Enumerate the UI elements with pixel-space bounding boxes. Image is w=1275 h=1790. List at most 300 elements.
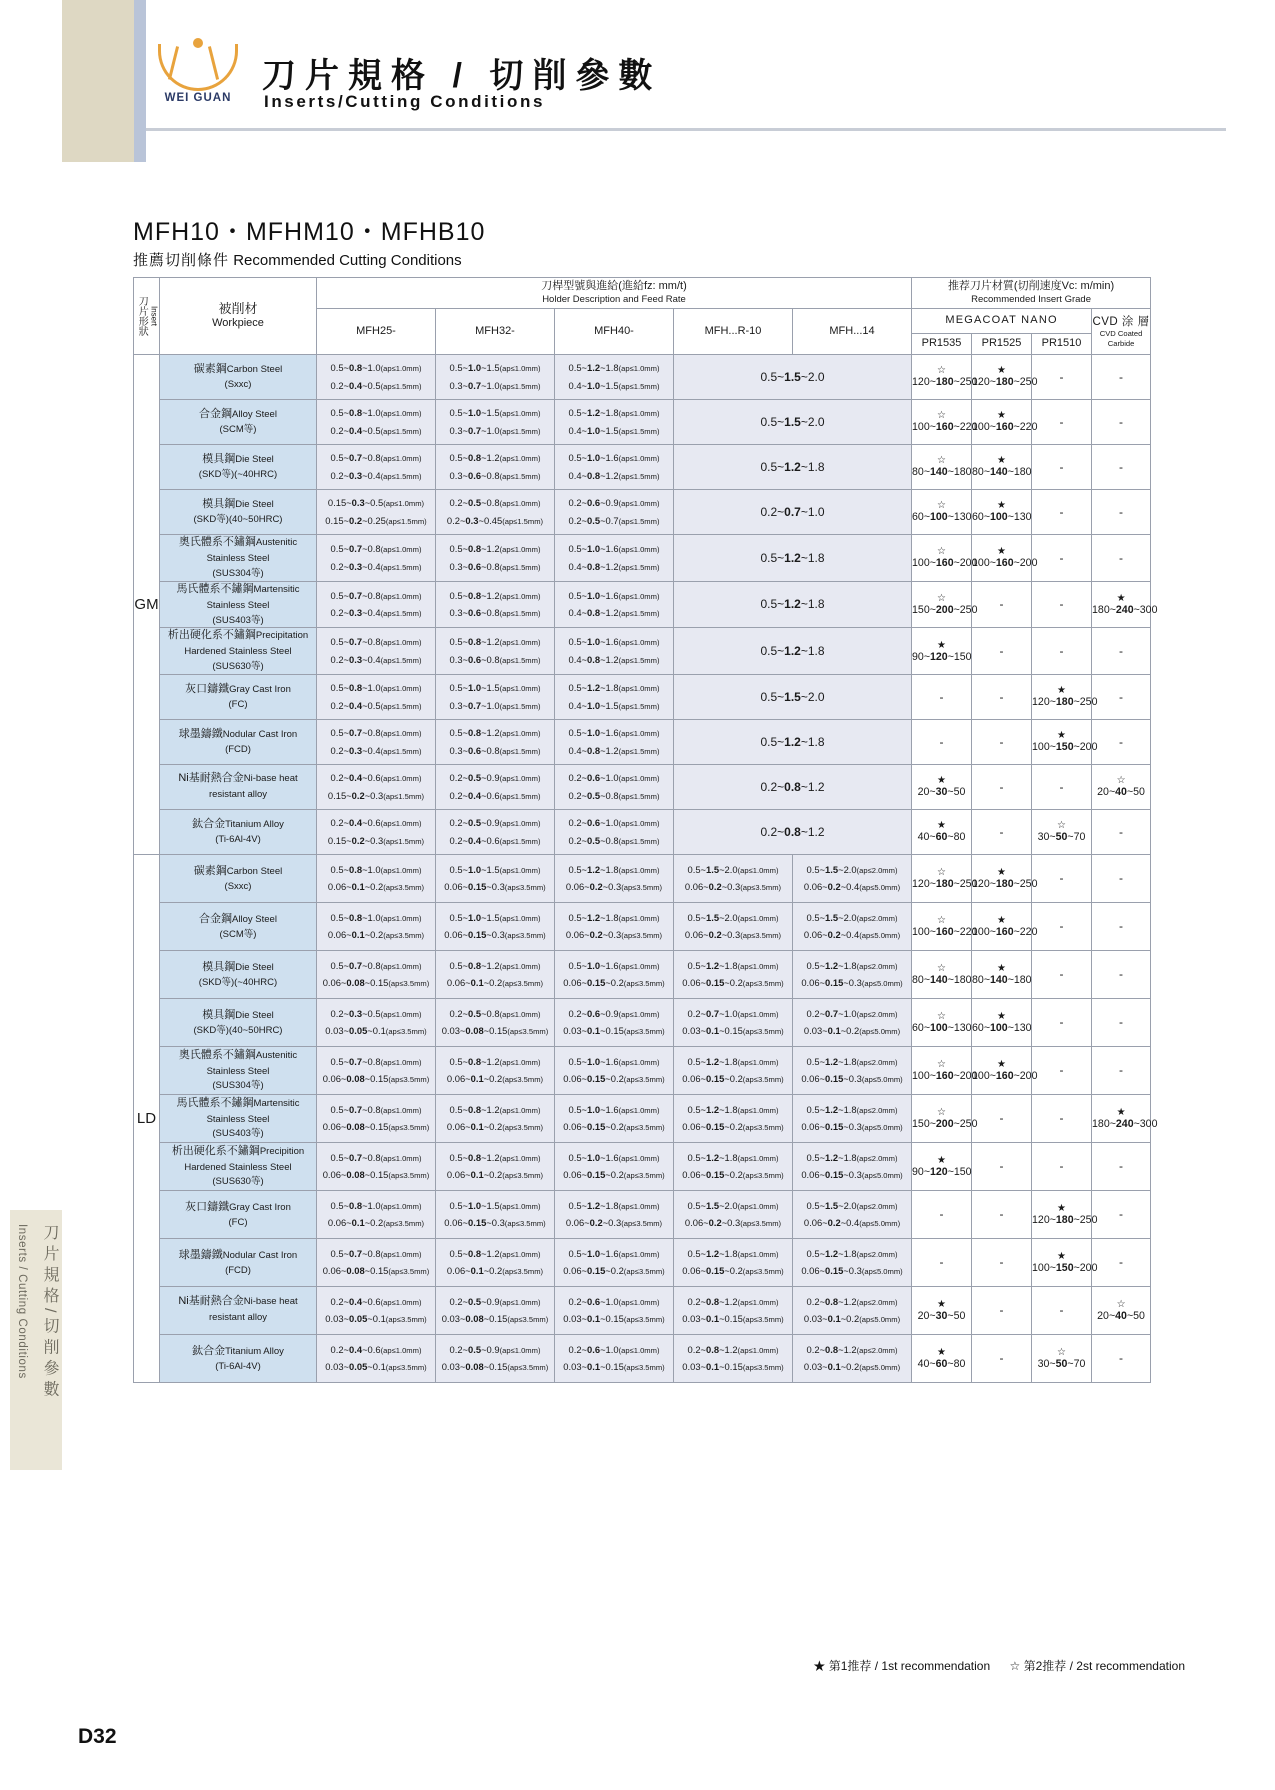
feed-mfh-r10 bbox=[674, 950, 793, 998]
feed-line-2: 0.06~0.1~0.2(ap≤3.5mm) bbox=[327, 1217, 425, 1229]
feed-line-2: 0.03~0.1~0.15(ap≤3.5mm) bbox=[563, 1025, 665, 1037]
grade-cell-PR1510: - bbox=[1032, 490, 1092, 535]
grade-cell-PR1535: - bbox=[912, 719, 972, 764]
workpiece-en: Titanium Alloy bbox=[225, 1345, 284, 1357]
feed-line-1: 0.5~1.0~1.5(ap≤1.0mm) bbox=[449, 407, 541, 419]
feed-line-2: 0.06~0.2~0.3(ap≤3.5mm) bbox=[684, 881, 782, 893]
recommendation-mark: ☆ bbox=[937, 1010, 947, 1022]
feed-mfh25 bbox=[317, 674, 436, 719]
table-row bbox=[134, 400, 1151, 445]
recommendation-mark: ★ bbox=[1116, 1106, 1126, 1118]
table-row bbox=[134, 1286, 1151, 1334]
feed-line-1: 0.2~0.5~0.9(ap≤1.0mm) bbox=[449, 817, 541, 829]
feed-mfh-r10 bbox=[674, 854, 793, 902]
speed-range: 20~40~50 bbox=[1097, 1309, 1145, 1322]
feed-line-2: 0.06~0.1~0.2(ap≤3.5mm) bbox=[446, 977, 544, 989]
speed-range: 180~240~300 bbox=[1092, 1117, 1158, 1130]
feed-mfh25 bbox=[317, 998, 436, 1046]
grade-cell-PR1510: - bbox=[1032, 628, 1092, 675]
feed-line-1: 0.5~0.7~0.8(ap≤1.0mm) bbox=[330, 636, 422, 648]
grade-cell-CA6535: - bbox=[1092, 355, 1151, 400]
feed-mfh-14 bbox=[793, 950, 912, 998]
page-title: MFH10・MFHM10・MFHB10 bbox=[133, 218, 486, 246]
speed-range: 180~240~300 bbox=[1092, 603, 1158, 616]
grade-cell-PR1510: - bbox=[1032, 1142, 1092, 1190]
feed-line-1: 0.5~1.5~2.0(ap≤1.0mm) bbox=[687, 1199, 779, 1211]
grade-cell-CA6535: - bbox=[1092, 854, 1151, 902]
header-rule bbox=[146, 128, 1226, 131]
feed-line-2: 0.03~0.05~0.1(ap≤3.5mm) bbox=[325, 1361, 427, 1373]
feed-line-1: 0.5~1.2~1.8(ap≤1.0mm) bbox=[687, 1055, 779, 1067]
table-row bbox=[134, 1238, 1151, 1286]
feed-line-1: 0.5~0.8~1.2(ap≤1.0mm) bbox=[449, 452, 541, 464]
feed-mfh40 bbox=[555, 400, 674, 445]
feed-line-1: 0.5~1.0~1.6(ap≤1.0mm) bbox=[568, 1103, 660, 1115]
workpiece-cn: 析出硬化系不鏽鋼 bbox=[171, 1144, 260, 1157]
recommendation-mark: ☆ bbox=[937, 866, 947, 878]
header-holder-2: MFH32- bbox=[436, 309, 555, 355]
feed-mfh-14 bbox=[793, 1142, 912, 1190]
workpiece-sub: (Ti-6Al-4V) bbox=[215, 834, 261, 845]
feed-line-1: 0.5~1.2~1.8(ap≤2.0mm) bbox=[806, 1247, 898, 1259]
feed-mfh25 bbox=[317, 1334, 436, 1382]
grade-cell-PR1535 bbox=[912, 355, 978, 400]
feed-mfh32 bbox=[436, 628, 555, 675]
grade-cell-CA6535: - bbox=[1092, 490, 1151, 535]
feed-line-2: 0.03~0.1~0.15(ap≤3.5mm) bbox=[682, 1025, 784, 1037]
feed-line-2: 0.4~0.8~1.2(ap≤1.5mm) bbox=[568, 470, 660, 481]
feed-line-1: 0.5~0.8~1.0(ap≤1.0mm) bbox=[330, 863, 422, 875]
feed-line-2: 0.03~0.05~0.1(ap≤3.5mm) bbox=[325, 1025, 427, 1037]
feed-line-2: 0.06~0.15~0.3(ap≤5.0mm) bbox=[801, 1121, 903, 1133]
feed-line-2: 0.06~0.2~0.3(ap≤3.5mm) bbox=[684, 1217, 782, 1229]
speed-range: 100~150~200 bbox=[1032, 741, 1098, 754]
speed-range: 100~160~220 bbox=[912, 421, 978, 434]
feed-line-2: 0.06~0.15~0.2(ap≤3.5mm) bbox=[682, 977, 784, 989]
grade-cell-CA6535: - bbox=[1092, 998, 1151, 1046]
feed-line-1: 0.5~1.0~1.6(ap≤1.0mm) bbox=[568, 1055, 660, 1067]
workpiece-cn: 碳素鋼 bbox=[193, 864, 227, 877]
header-holder-5: MFH...14 bbox=[793, 309, 912, 355]
grade-cell-PR1525: - bbox=[972, 1094, 1032, 1142]
speed-range: 90~120~150 bbox=[912, 1165, 972, 1178]
feed-line-1: 0.2~0.5~0.8(ap≤1.0mm) bbox=[449, 1007, 541, 1019]
header-grade-cn: 推荐刀片材質(切削速度Vc: m/min) bbox=[947, 280, 1115, 293]
feed-line-1: 0.5~0.7~0.8(ap≤1.0mm) bbox=[330, 959, 422, 971]
feed-line-1: 0.5~0.8~1.0(ap≤1.0mm) bbox=[330, 362, 422, 374]
feed-merged: 0.5~1.2~1.8 bbox=[674, 535, 912, 582]
grade-cell-CA6535: - bbox=[1092, 1142, 1151, 1190]
feed-line-1: 0.5~1.0~1.5(ap≤1.0mm) bbox=[449, 362, 541, 374]
grade-cell-CA6535 bbox=[1092, 1094, 1158, 1142]
side-tab bbox=[10, 1210, 62, 1470]
recommendation-mark: ☆ bbox=[937, 1106, 947, 1118]
header-holder-3: MFH40- bbox=[555, 309, 674, 355]
feed-line-1: 0.2~0.4~0.6(ap≤1.0mm) bbox=[330, 1343, 422, 1355]
feed-mfh25 bbox=[317, 628, 436, 675]
feed-mfh32 bbox=[436, 998, 555, 1046]
feed-mfh25 bbox=[317, 1142, 436, 1190]
feed-line-1: 0.15~0.3~0.5(ap≤1.0mm) bbox=[327, 497, 425, 509]
feed-mfh32 bbox=[436, 674, 555, 719]
feed-line-2: 0.4~1.0~1.5(ap≤1.5mm) bbox=[568, 425, 660, 436]
feed-line-1: 0.5~1.2~1.8(ap≤1.0mm) bbox=[568, 863, 660, 875]
page-subtitle-en: Recommended Cutting Conditions bbox=[233, 252, 462, 269]
feed-merged: 0.2~0.7~1.0 bbox=[674, 490, 912, 535]
workpiece-en: Gray Cast Iron bbox=[229, 1201, 291, 1213]
feed-merged: 0.2~0.8~1.2 bbox=[674, 764, 912, 809]
feed-mfh40 bbox=[555, 1190, 674, 1238]
grade-cell-PR1510: - bbox=[1032, 764, 1092, 809]
feed-merged: 0.5~1.5~2.0 bbox=[674, 400, 912, 445]
feed-mfh40 bbox=[555, 1286, 674, 1334]
header-holder-group bbox=[317, 278, 912, 309]
feed-line-2: 0.2~0.3~0.4(ap≤1.5mm) bbox=[330, 470, 422, 481]
workpiece-cn: 模具鋼 bbox=[202, 960, 236, 973]
feed-line-1: 0.2~0.5~0.9(ap≤1.0mm) bbox=[449, 772, 541, 784]
feed-line-1: 0.5~1.0~1.6(ap≤1.0mm) bbox=[568, 959, 660, 971]
feed-line-1: 0.5~1.0~1.6(ap≤1.0mm) bbox=[568, 452, 660, 464]
grade-cell-PR1525: - bbox=[972, 628, 1032, 675]
grade-cell-PR1525 bbox=[972, 355, 1038, 400]
header-grade-PR1535: PR1535 bbox=[912, 334, 972, 355]
grade-cell-PR1535 bbox=[912, 854, 978, 902]
workpiece-en: Precipitation Hardened Stainless Steel bbox=[184, 630, 309, 658]
feed-line-1: 0.5~0.7~0.8(ap≤1.0mm) bbox=[330, 589, 422, 601]
grade-cell-PR1525: - bbox=[972, 764, 1032, 809]
feed-line-1: 0.5~1.5~2.0(ap≤2.0mm) bbox=[806, 1199, 898, 1211]
workpiece-en: Die Steel bbox=[235, 454, 274, 466]
grade-cell-PR1510 bbox=[1032, 1334, 1092, 1382]
grade-cell-PR1510 bbox=[1032, 809, 1092, 854]
feed-mfh40 bbox=[555, 764, 674, 809]
feed-line-2: 0.06~0.08~0.15(ap≤3.5mm) bbox=[322, 1265, 430, 1277]
workpiece-cn: 灰口鑄鐵 bbox=[185, 683, 230, 696]
workpiece-sub: (SCM等) bbox=[219, 928, 257, 940]
grade-cell-CA6535: - bbox=[1092, 1238, 1151, 1286]
feed-line-2: 0.03~0.08~0.15(ap≤3.5mm) bbox=[441, 1025, 549, 1037]
grade-cell-CA6535: - bbox=[1092, 400, 1151, 445]
grade-cell-PR1525: - bbox=[972, 1238, 1032, 1286]
workpiece-cell bbox=[160, 719, 317, 764]
grade-cell-CA6535: - bbox=[1092, 902, 1151, 950]
workpiece-sub: (FC) bbox=[228, 1216, 248, 1228]
feed-line-1: 0.2~0.6~0.9(ap≤1.0mm) bbox=[568, 1007, 660, 1019]
grade-cell-PR1535 bbox=[912, 809, 972, 854]
table-row bbox=[134, 950, 1151, 998]
page-subtitle-cn: 推薦切削條件 bbox=[133, 252, 230, 269]
feed-mfh25 bbox=[317, 1046, 436, 1094]
feed-line-2: 0.3~0.6~0.8(ap≤1.5mm) bbox=[449, 560, 541, 572]
feed-line-1: 0.5~0.8~1.2(ap≤1.0mm) bbox=[449, 1151, 541, 1163]
table-row bbox=[134, 1142, 1151, 1190]
speed-range: 90~120~150 bbox=[912, 650, 972, 663]
grade-cell-PR1525 bbox=[972, 535, 1038, 582]
workpiece-cn: 模具鋼 bbox=[202, 453, 236, 466]
feed-line-2: 0.06~0.1~0.2(ap≤3.5mm) bbox=[446, 1265, 544, 1277]
feed-mfh-14 bbox=[793, 1334, 912, 1382]
recommendation-mark: ★ bbox=[997, 455, 1007, 467]
workpiece-cn: 馬氏體系不鏽鋼 bbox=[176, 1096, 254, 1109]
header-workpiece-en: Workpiece bbox=[212, 317, 264, 330]
workpiece-cell bbox=[160, 764, 317, 809]
feed-line-2: 0.2~0.3~0.4(ap≤1.5mm) bbox=[330, 560, 422, 572]
header-title-cn: 刀片規格 / 切削參數 bbox=[262, 57, 662, 95]
feed-line-1: 0.5~0.7~0.8(ap≤1.0mm) bbox=[330, 1151, 422, 1163]
feed-line-2: 0.3~0.7~1.0(ap≤1.5mm) bbox=[449, 380, 541, 391]
feed-line-2: 0.4~0.8~1.2(ap≤1.5mm) bbox=[568, 607, 660, 619]
grade-cell-CA6535 bbox=[1092, 581, 1158, 628]
feed-line-1: 0.5~0.7~0.8(ap≤1.0mm) bbox=[330, 542, 422, 554]
grade-cell-PR1535 bbox=[912, 581, 978, 628]
header-holder-1: MFH25- bbox=[317, 309, 436, 355]
grade-cell-PR1510: - bbox=[1032, 854, 1092, 902]
grade-cell-PR1525: - bbox=[972, 581, 1032, 628]
grade-cell-PR1535 bbox=[912, 1094, 978, 1142]
feed-line-2: 0.15~0.2~0.3(ap≤1.5mm) bbox=[327, 789, 425, 801]
feed-mfh32 bbox=[436, 1142, 555, 1190]
workpiece-cell bbox=[160, 1286, 317, 1334]
feed-line-1: 0.2~0.6~1.0(ap≤1.0mm) bbox=[568, 1343, 660, 1355]
grade-cell-CA6535 bbox=[1092, 1286, 1151, 1334]
grade-cell-PR1510: - bbox=[1032, 581, 1092, 628]
feed-line-1: 0.5~1.5~2.0(ap≤1.0mm) bbox=[687, 863, 779, 875]
feed-line-1: 0.2~0.4~0.6(ap≤1.0mm) bbox=[330, 817, 422, 829]
feed-line-1: 0.5~1.0~1.5(ap≤1.0mm) bbox=[449, 911, 541, 923]
workpiece-cell bbox=[160, 1094, 317, 1142]
feed-mfh-r10 bbox=[674, 1190, 793, 1238]
feed-line-1: 0.5~1.2~1.8(ap≤1.0mm) bbox=[568, 407, 660, 419]
feed-mfh-14 bbox=[793, 1286, 912, 1334]
workpiece-sub: (SUS403等) bbox=[212, 1128, 264, 1140]
feed-mfh40 bbox=[555, 809, 674, 854]
feed-merged: 0.5~1.2~1.8 bbox=[674, 445, 912, 490]
grade-cell-PR1535: - bbox=[912, 674, 972, 719]
feed-mfh25 bbox=[317, 355, 436, 400]
workpiece-cn: 鈦合金 bbox=[192, 818, 226, 831]
table-row bbox=[134, 628, 1151, 675]
recommendation-mark: ★ bbox=[1057, 1202, 1067, 1214]
header-holder-en: Holder Description and Feed Rate bbox=[542, 293, 686, 305]
feed-mfh32 bbox=[436, 1094, 555, 1142]
grade-cell-CA6535: - bbox=[1092, 809, 1151, 854]
recommendation-mark: ★ bbox=[997, 1058, 1007, 1070]
feed-line-2: 0.2~0.3~0.45(ap≤1.5mm) bbox=[446, 515, 544, 526]
grade-cell-PR1525 bbox=[972, 950, 1032, 998]
feed-line-1: 0.2~0.4~0.6(ap≤1.0mm) bbox=[330, 772, 422, 784]
workpiece-en: Die Steel bbox=[235, 1009, 274, 1021]
header-insert-shape-cn: 刀片形狀 bbox=[136, 296, 148, 336]
grade-cell-PR1535 bbox=[912, 1142, 972, 1190]
feed-line-1: 0.5~1.0~1.6(ap≤1.0mm) bbox=[568, 589, 660, 601]
feed-mfh25 bbox=[317, 445, 436, 490]
feed-line-2: 0.03~0.05~0.1(ap≤3.5mm) bbox=[325, 1313, 427, 1325]
feed-line-1: 0.5~1.0~1.5(ap≤1.0mm) bbox=[449, 1199, 541, 1211]
header-cvd bbox=[1092, 309, 1151, 355]
workpiece-cn: 模具鋼 bbox=[202, 498, 236, 511]
grade-cell-PR1525 bbox=[972, 490, 1032, 535]
table-row bbox=[134, 854, 1151, 902]
feed-line-1: 0.5~1.0~1.6(ap≤1.0mm) bbox=[568, 542, 660, 554]
feed-line-2: 0.4~0.8~1.2(ap≤1.5mm) bbox=[568, 560, 660, 572]
grade-cell-CA6535: - bbox=[1092, 1046, 1151, 1094]
feed-line-2: 0.06~0.1~0.2(ap≤3.5mm) bbox=[327, 929, 425, 941]
table-row bbox=[134, 490, 1151, 535]
group-label-gm: GM bbox=[134, 355, 160, 855]
feed-line-2: 0.15~0.2~0.25(ap≤1.5mm) bbox=[325, 515, 427, 526]
feed-line-1: 0.5~0.8~1.2(ap≤1.0mm) bbox=[449, 636, 541, 648]
speed-range: 80~140~180 bbox=[912, 466, 972, 479]
grade-cell-PR1535 bbox=[912, 535, 978, 582]
feed-line-2: 0.06~0.08~0.15(ap≤3.5mm) bbox=[322, 1121, 430, 1133]
workpiece-en: Alloy Steel bbox=[232, 913, 277, 925]
speed-range: 120~180~250 bbox=[1032, 1213, 1098, 1226]
feed-line-1: 0.5~0.8~1.2(ap≤1.0mm) bbox=[449, 542, 541, 554]
feed-line-1: 0.5~1.2~1.8(ap≤1.0mm) bbox=[687, 1247, 779, 1259]
feed-line-1: 0.2~0.8~1.2(ap≤1.0mm) bbox=[687, 1343, 779, 1355]
feed-line-1: 0.5~0.8~1.2(ap≤1.0mm) bbox=[449, 1055, 541, 1067]
feed-mfh32 bbox=[436, 400, 555, 445]
recommendation-mark: ★ bbox=[1116, 592, 1126, 604]
workpiece-sub: (Sxxc) bbox=[224, 379, 252, 391]
feed-mfh40 bbox=[555, 355, 674, 400]
workpiece-cn: 馬氏體系不鏽鋼 bbox=[176, 582, 254, 595]
grade-cell-PR1525: - bbox=[972, 1334, 1032, 1382]
workpiece-en: Die Steel bbox=[235, 499, 274, 511]
speed-range: 120~180~250 bbox=[972, 376, 1038, 389]
feed-line-1: 0.5~1.0~1.6(ap≤1.0mm) bbox=[568, 1247, 660, 1259]
feed-line-2: 0.06~0.2~0.4(ap≤5.0mm) bbox=[803, 929, 901, 941]
speed-range: 60~100~130 bbox=[972, 1021, 1032, 1034]
table-row bbox=[134, 1334, 1151, 1382]
recommendation-mark: ★ bbox=[1057, 1250, 1067, 1262]
workpiece-cn: 析出硬化系不鏽鋼 bbox=[167, 629, 256, 642]
feed-line-2: 0.03~0.1~0.15(ap≤3.5mm) bbox=[682, 1313, 784, 1325]
workpiece-cn: 奧氏體系不鏽鋼 bbox=[178, 536, 256, 548]
feed-mfh25 bbox=[317, 902, 436, 950]
feed-mfh40 bbox=[555, 1094, 674, 1142]
recommendation-mark: ☆ bbox=[937, 500, 947, 512]
feed-line-1: 0.2~0.6~1.0(ap≤1.0mm) bbox=[568, 772, 660, 784]
grade-cell-PR1510 bbox=[1032, 1238, 1098, 1286]
grade-cell-PR1510: - bbox=[1032, 902, 1092, 950]
feed-line-2: 0.2~0.5~0.7(ap≤1.5mm) bbox=[568, 515, 660, 526]
workpiece-cn: Ni基耐熱合金 bbox=[178, 771, 244, 784]
speed-range: 80~140~180 bbox=[912, 973, 972, 986]
workpiece-cell bbox=[160, 674, 317, 719]
feed-mfh40 bbox=[555, 998, 674, 1046]
feed-line-1: 0.5~1.2~1.8(ap≤1.0mm) bbox=[568, 1199, 660, 1211]
feed-line-2: 0.06~0.15~0.2(ap≤3.5mm) bbox=[563, 977, 665, 989]
feed-line-1: 0.5~1.2~1.8(ap≤2.0mm) bbox=[806, 959, 898, 971]
speed-range: 40~60~80 bbox=[917, 831, 966, 844]
feed-line-2: 0.03~0.1~0.2(ap≤5.0mm) bbox=[803, 1025, 901, 1037]
table-row bbox=[134, 674, 1151, 719]
workpiece-cell bbox=[160, 809, 317, 854]
workpiece-cell bbox=[160, 854, 317, 902]
speed-range: 120~180~250 bbox=[972, 877, 1038, 890]
recommendation-mark: ☆ bbox=[1057, 1346, 1067, 1358]
feed-mfh-14 bbox=[793, 1190, 912, 1238]
header-workpiece-cn: 被削材 bbox=[218, 301, 258, 316]
grade-cell-PR1525 bbox=[972, 854, 1038, 902]
speed-range: 100~160~200 bbox=[972, 557, 1038, 570]
feed-mfh25 bbox=[317, 1238, 436, 1286]
cutting-conditions-table bbox=[133, 277, 1158, 1383]
feed-line-2: 0.06~0.15~0.2(ap≤3.5mm) bbox=[682, 1121, 784, 1133]
grade-cell-PR1535 bbox=[912, 764, 972, 809]
workpiece-sub: (SUS304等) bbox=[212, 1080, 264, 1092]
feed-line-2: 0.2~0.4~0.6(ap≤1.5mm) bbox=[449, 834, 541, 846]
workpiece-cell bbox=[160, 1334, 317, 1382]
feed-merged: 0.5~1.2~1.8 bbox=[674, 719, 912, 764]
grade-cell-PR1535 bbox=[912, 950, 972, 998]
workpiece-cn: 球墨鑄鐵 bbox=[178, 1248, 223, 1261]
grade-cell-PR1535 bbox=[912, 902, 978, 950]
grade-cell-PR1510 bbox=[1032, 719, 1098, 764]
page-number: D32 bbox=[78, 1725, 117, 1748]
workpiece-cn: 灰口鑄鐵 bbox=[185, 1200, 230, 1213]
grade-cell-PR1535: - bbox=[912, 1238, 972, 1286]
feed-line-2: 0.06~0.2~0.4(ap≤5.0mm) bbox=[803, 1217, 901, 1229]
feed-mfh32 bbox=[436, 902, 555, 950]
feed-merged: 0.5~1.5~2.0 bbox=[674, 674, 912, 719]
feed-line-2: 0.3~0.6~0.8(ap≤1.5mm) bbox=[449, 607, 541, 619]
feed-mfh-14 bbox=[793, 1046, 912, 1094]
table-row bbox=[134, 809, 1151, 854]
recommendation-mark: ★ bbox=[997, 500, 1007, 512]
feed-mfh40 bbox=[555, 490, 674, 535]
grade-cell-PR1535 bbox=[912, 400, 978, 445]
feed-line-2: 0.2~0.3~0.4(ap≤1.5mm) bbox=[330, 607, 422, 619]
workpiece-cell bbox=[160, 902, 317, 950]
feed-mfh40 bbox=[555, 1238, 674, 1286]
side-tab-label-cn: 刀片規格/切削參數 bbox=[41, 1224, 58, 1402]
feed-mfh40 bbox=[555, 1046, 674, 1094]
grade-cell-CA6535: - bbox=[1092, 950, 1151, 998]
workpiece-en: Austenitic Stainless Steel bbox=[206, 1049, 298, 1077]
feed-line-2: 0.2~0.4~0.5(ap≤1.5mm) bbox=[330, 699, 422, 711]
grade-cell-PR1535 bbox=[912, 1046, 978, 1094]
recommendation-mark: ★ bbox=[997, 962, 1007, 974]
grade-cell-CA6535: - bbox=[1092, 535, 1151, 582]
workpiece-en: Titanium Alloy bbox=[225, 819, 284, 831]
feed-line-2: 0.06~0.2~0.3(ap≤3.5mm) bbox=[565, 929, 663, 941]
feed-line-2: 0.06~0.2~0.4(ap≤5.0mm) bbox=[803, 881, 901, 893]
speed-range: 150~200~250 bbox=[912, 603, 978, 616]
feed-mfh25 bbox=[317, 400, 436, 445]
feed-mfh-r10 bbox=[674, 998, 793, 1046]
speed-range: 100~160~200 bbox=[972, 1069, 1038, 1082]
feed-mfh40 bbox=[555, 950, 674, 998]
workpiece-en: Austenitic Stainless Steel bbox=[206, 537, 298, 564]
feed-line-1: 0.2~0.6~1.0(ap≤1.0mm) bbox=[568, 1295, 660, 1307]
workpiece-en: Ni-base heat resistant alloy bbox=[208, 1296, 298, 1324]
workpiece-en: Martensitic Stainless Steel bbox=[206, 1097, 300, 1125]
feed-mfh32 bbox=[436, 581, 555, 628]
feed-line-2: 0.06~0.15~0.2(ap≤3.5mm) bbox=[563, 1169, 665, 1181]
feed-line-2: 0.03~0.1~0.15(ap≤3.5mm) bbox=[563, 1313, 665, 1325]
grade-cell-PR1525: - bbox=[972, 1286, 1032, 1334]
header-grade-en: Recommended Insert Grade bbox=[971, 293, 1091, 305]
feed-line-1: 0.5~0.8~1.2(ap≤1.0mm) bbox=[449, 1103, 541, 1115]
feed-mfh32 bbox=[436, 355, 555, 400]
workpiece-cn: 模具鋼 bbox=[202, 1008, 236, 1021]
grade-cell-PR1525 bbox=[972, 445, 1032, 490]
recommendation-mark: ☆ bbox=[937, 914, 947, 926]
feed-mfh25 bbox=[317, 535, 436, 582]
recommendation-mark: ★ bbox=[937, 820, 947, 832]
